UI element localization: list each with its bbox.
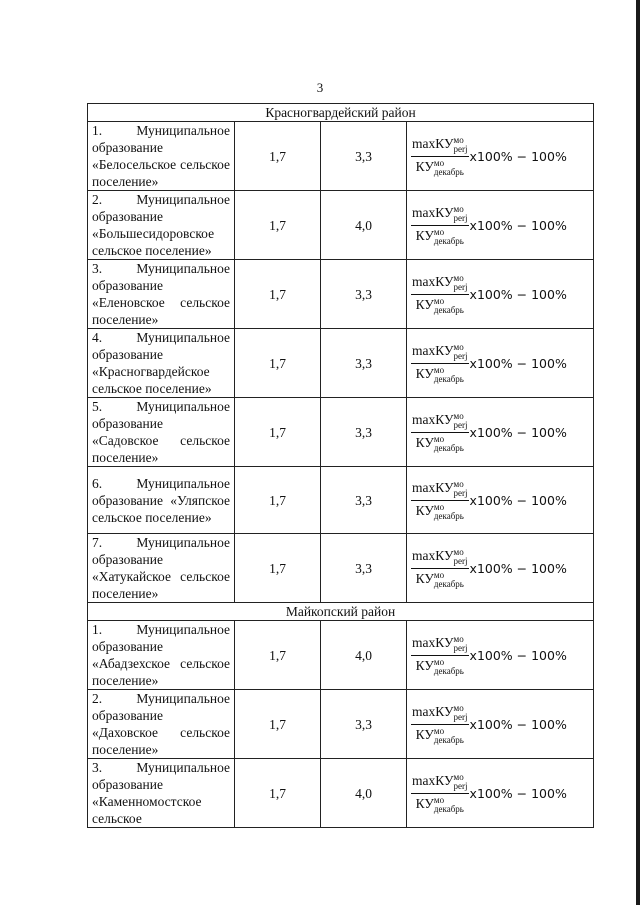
formula-sup: мо [453,771,464,782]
table-row [88,398,594,467]
formula-denominator [411,225,469,246]
formula-numerator [411,548,469,568]
table-row [88,759,594,828]
min-coefficient: 1,7 [235,534,321,603]
formula-max-text: max [412,342,436,358]
formula-denominator [411,793,469,814]
formula-sub-denominator: декабрь [433,803,464,814]
municipality-name: 3. Муниципальное образование «Еленовское сельское поселение» [88,260,235,329]
formula-max-text: max [412,634,436,650]
formula-numerator [411,136,469,156]
max-coefficient: 3,3 [321,122,407,191]
formula-denominator-indices [434,297,464,315]
formula-numerator-indices [454,480,468,498]
max-coefficient: 3,3 [321,398,407,467]
formula-sup: мо [453,478,464,489]
formula-ku-text: КУ [435,479,454,495]
formula-tail: x100% − 100% [469,424,567,440]
formula-denominator [411,156,469,177]
district-name: Красногвардейский район [88,104,594,122]
formula-ku-text: КУ [435,411,454,427]
formula-denominator-indices [434,796,464,814]
table-body [88,104,594,828]
min-coefficient: 1,7 [235,260,321,329]
formula-ku-text: КУ [415,570,434,586]
formula-cell [407,467,594,534]
formula-numerator [411,274,469,294]
table-row [88,534,594,603]
table-row [88,329,594,398]
formula-cell [407,260,594,329]
formula-sup: мо [453,410,464,421]
formula-sup: мо [433,501,445,512]
max-coefficient: 3,3 [321,690,407,759]
formula-ku-text: КУ [415,726,434,742]
formula-denominator-indices [434,727,464,745]
formula-sup: мо [433,569,445,580]
formula-sub-numerator: perj [453,212,468,223]
formula-denominator-indices [434,503,464,521]
min-coefficient: 1,7 [235,329,321,398]
formula-sub-denominator: декабрь [433,373,464,384]
formula-cell [407,621,594,690]
formula-cell [407,759,594,828]
formula-tail: x100% − 100% [469,217,567,233]
formula-max-text: max [412,204,436,220]
min-coefficient: 1,7 [235,398,321,467]
formula-denominator-indices [434,658,464,676]
formula-numerator [411,412,469,432]
formula-ku-text: КУ [435,634,454,650]
formula-sub-numerator: perj [453,143,468,154]
formula-tail: x100% − 100% [469,148,567,164]
formula-numerator-indices [454,343,468,361]
municipality-name: 1. Муниципальное образование «Абадзехское сельское поселение» [88,621,235,690]
municipality-name: 7. Муниципальное образование «Хатукайское сельское поселение» [88,534,235,603]
formula-sub-denominator: декабрь [433,510,464,521]
formula-fraction [411,136,469,177]
min-coefficient: 1,7 [235,621,321,690]
formula-cell [407,534,594,603]
formula-tail: x100% − 100% [469,286,567,302]
municipality-name: 1. Муниципальное образование «Белосельское сельское поселение» [88,122,235,191]
formula-ku-text: КУ [415,365,434,381]
table-row [88,467,594,534]
table-row [88,260,594,329]
formula-denominator [411,500,469,521]
table-row [88,621,594,690]
formula-sup: мо [433,157,445,168]
min-coefficient: 1,7 [235,191,321,260]
formula-ku-text: КУ [415,795,434,811]
max-coefficient: 3,3 [321,534,407,603]
formula-ku-text: КУ [415,657,434,673]
formula-numerator-indices [454,548,468,566]
formula-numerator [411,343,469,363]
formula-ku-text: КУ [415,227,434,243]
formula-denominator-indices [434,366,464,384]
formula-cell [407,398,594,467]
municipality-name: 5. Муниципальное образование «Садовское сельское поселение» [88,398,235,467]
page-edge-shadow [636,0,640,905]
max-coefficient: 3,3 [321,329,407,398]
formula-numerator-indices [454,205,468,223]
formula-sup: мо [453,203,464,214]
min-coefficient: 1,7 [235,690,321,759]
max-coefficient: 4,0 [321,759,407,828]
formula-denominator [411,568,469,589]
formula-fraction [411,412,469,453]
coefficients-table [87,103,594,828]
formula-sub-denominator: декабрь [433,578,464,589]
formula-ku-text: КУ [435,547,454,563]
min-coefficient: 1,7 [235,122,321,191]
formula-numerator-indices [454,773,468,791]
formula-max-text: max [412,547,436,563]
municipality-name: 3. Муниципальное образование «Каменномостское сельское [88,759,235,828]
formula-sub-numerator: perj [453,487,468,498]
formula-ku-text: КУ [415,434,434,450]
formula-denominator [411,363,469,384]
formula-sub-numerator: perj [453,711,468,722]
min-coefficient: 1,7 [235,467,321,534]
formula-sup: мо [433,656,445,667]
formula-sub-denominator: декабрь [433,235,464,246]
formula-sub-numerator: perj [453,419,468,430]
formula-ku-text: КУ [435,772,454,788]
formula-numerator-indices [454,136,468,154]
formula-ku-text: КУ [435,135,454,151]
formula-cell [407,329,594,398]
max-coefficient: 3,3 [321,260,407,329]
formula-denominator-indices [434,159,464,177]
formula-fraction [411,704,469,745]
formula-cell [407,191,594,260]
formula-tail: x100% − 100% [469,492,567,508]
formula-max-text: max [412,135,436,151]
formula-sub-numerator: perj [453,780,468,791]
formula-numerator-indices [454,635,468,653]
page-number: 3 [316,80,324,95]
formula-sub-denominator: декабрь [433,442,464,453]
formula-ku-text: КУ [415,502,434,518]
district-header-row [88,603,594,621]
formula-denominator-indices [434,228,464,246]
table-row [88,122,594,191]
formula-denominator [411,294,469,315]
formula-sub-numerator: perj [453,642,468,653]
formula-ku-text: КУ [415,296,434,312]
formula-tail: x100% − 100% [469,647,567,663]
max-coefficient: 4,0 [321,191,407,260]
formula-numerator [411,773,469,793]
formula-sup: мо [453,272,464,283]
table-row [88,690,594,759]
formula-sup: мо [453,702,464,713]
formula-fraction [411,343,469,384]
formula-numerator [411,480,469,500]
max-coefficient: 4,0 [321,621,407,690]
formula-sup: мо [453,546,464,557]
formula-denominator-indices [434,435,464,453]
formula-sup: мо [453,134,464,145]
formula-sub-denominator: декабрь [433,665,464,676]
formula-sup: мо [453,633,464,644]
formula-sup: мо [433,725,445,736]
formula-numerator-indices [454,274,468,292]
municipality-name: 2. Муниципальное образование «Даховское сельское поселение» [88,690,235,759]
district-name: Майкопский район [88,603,594,621]
municipality-name: 2. Муниципальное образование «Большесидоровское сельское поселение» [88,191,235,260]
formula-max-text: max [412,411,436,427]
formula-sup: мо [433,364,445,375]
formula-fraction [411,274,469,315]
formula-tail: x100% − 100% [469,560,567,576]
formula-numerator [411,205,469,225]
formula-tail: x100% − 100% [469,785,567,801]
formula-sub-denominator: декабрь [433,304,464,315]
max-coefficient: 3,3 [321,467,407,534]
min-coefficient: 1,7 [235,759,321,828]
formula-ku-text: КУ [435,204,454,220]
formula-fraction [411,548,469,589]
formula-numerator [411,704,469,724]
formula-numerator [411,635,469,655]
formula-sup: мо [433,226,445,237]
formula-numerator-indices [454,412,468,430]
municipality-name: 4. Муниципальное образование «Красногвардейское сельское поселение» [88,329,235,398]
formula-fraction [411,480,469,521]
formula-cell [407,690,594,759]
formula-sub-numerator: perj [453,281,468,292]
formula-sup: мо [433,433,445,444]
formula-sup: мо [453,341,464,352]
formula-max-text: max [412,772,436,788]
formula-denominator [411,655,469,676]
formula-ku-text: КУ [435,703,454,719]
formula-sub-denominator: декабрь [433,734,464,745]
formula-fraction [411,773,469,814]
formula-denominator [411,724,469,745]
formula-max-text: max [412,703,436,719]
formula-denominator-indices [434,571,464,589]
formula-ku-text: КУ [435,273,454,289]
formula-sup: мо [433,794,445,805]
table-row [88,191,594,260]
municipality-name: 6. Муниципальное образование «Уляпское сельское поселение» [88,467,235,534]
formula-tail: x100% − 100% [469,355,567,371]
district-header-row [88,104,594,122]
formula-max-text: max [412,479,436,495]
formula-denominator [411,432,469,453]
formula-ku-text: КУ [435,342,454,358]
formula-sub-denominator: декабрь [433,166,464,177]
formula-max-text: max [412,273,436,289]
formula-cell [407,122,594,191]
formula-numerator-indices [454,704,468,722]
formula-tail: x100% − 100% [469,716,567,732]
formula-fraction [411,635,469,676]
formula-sub-numerator: perj [453,555,468,566]
formula-fraction [411,205,469,246]
formula-sub-numerator: perj [453,350,468,361]
formula-ku-text: КУ [415,158,434,174]
formula-sup: мо [433,295,445,306]
